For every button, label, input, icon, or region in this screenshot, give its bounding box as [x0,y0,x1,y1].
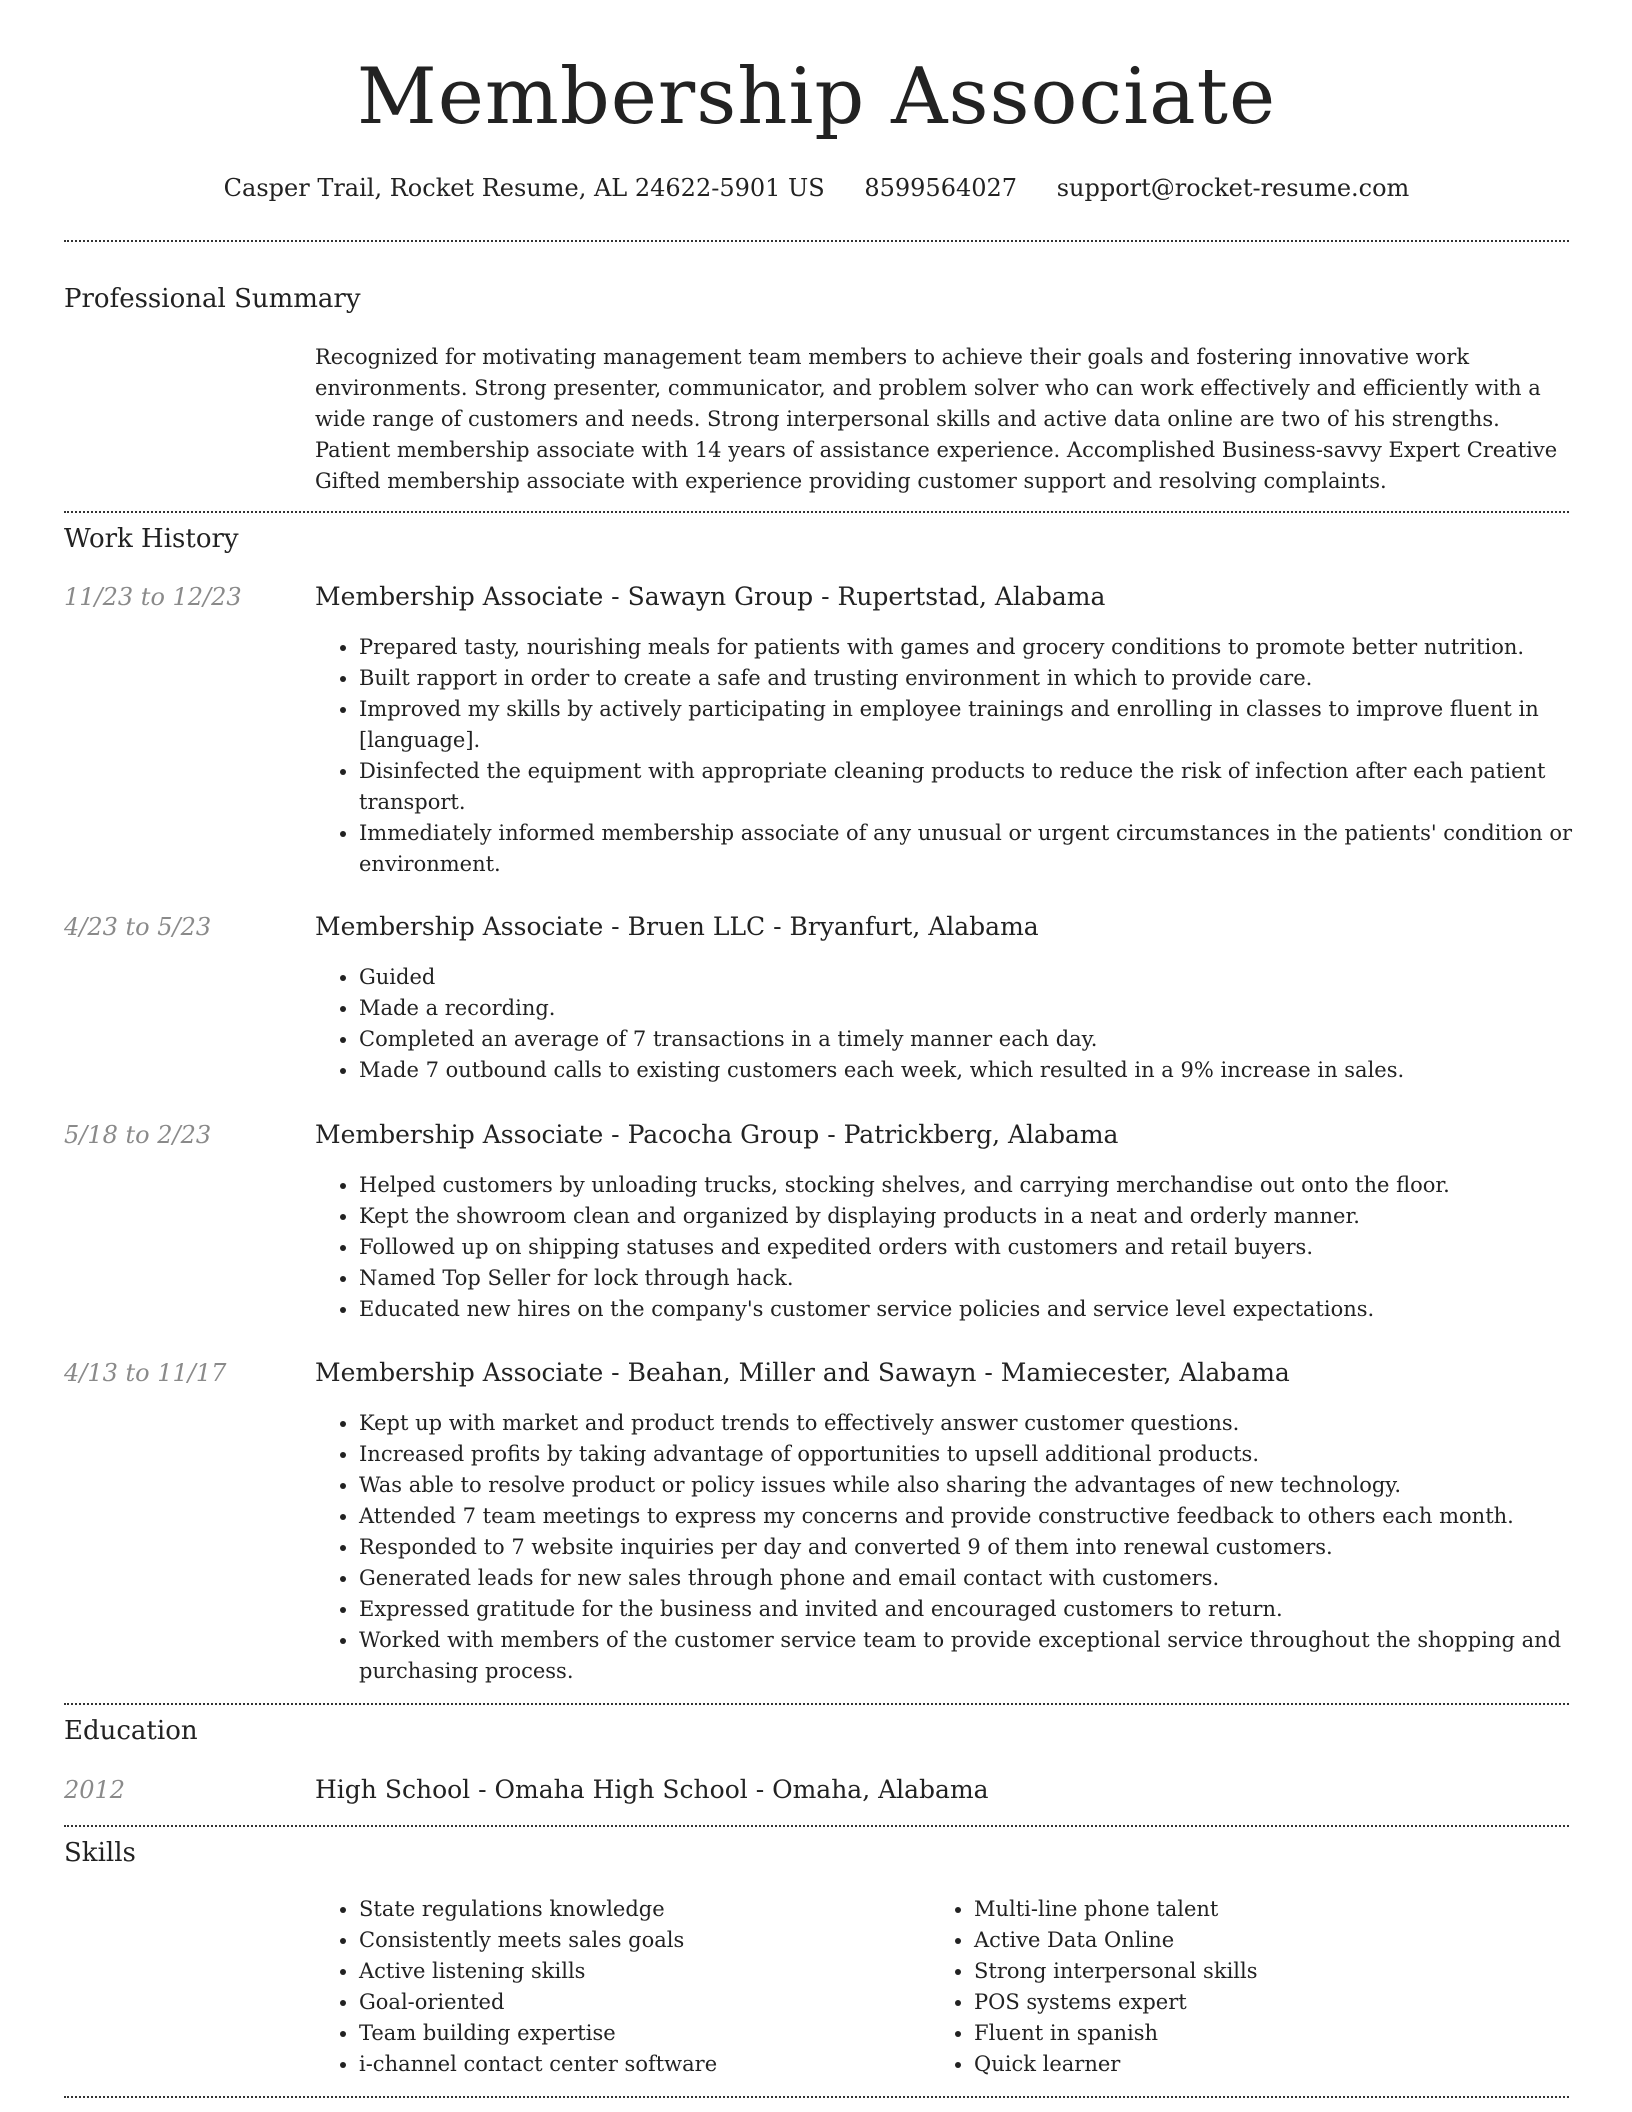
job-bullet: • Expressed gratitude for the business and invited and encouraged customers to return. [359,1594,1609,1625]
job-bullet: • Increased profits by taking advantage of opportunities to upsell additional products. [359,1439,1609,1470]
job-bullet: • Followed up on shipping statuses and expedited orders with customers and retail buyers. [359,1232,1609,1263]
job-bullet: • Completed an average of 7 transactions in a timely manner each day. [359,1024,1609,1055]
job-bullet: • Kept up with market and product trends to effectively answer customer questions. [359,1408,1609,1439]
skill-item: • POS systems expert [974,1987,1534,2018]
job-title: Membership Associate - Bruen LLC - Bryanfurt, Alabama [315,912,1039,941]
job-bullet: • Made 7 outbound calls to existing customers each week, which resulted in a 9% increase in sales. [359,1055,1609,1086]
job-title: Membership Associate - Beahan, Miller and Sawayn - Mamiecester, Alabama [315,1358,1290,1387]
job-bullet: • Disinfected the equipment with appropriate cleaning products to reduce the risk of infection after each patient transport. [359,756,1609,818]
job-bullets [315,1408,1609,1687]
skill-item: • Team building expertise [359,2018,919,2049]
job-dates: 4/13 to 11/17 [64,1359,227,1387]
candidate-name: Membership Associate [356,52,1277,142]
job-bullet: • Guided [359,962,1609,993]
job-bullet: • Prepared tasty, nourishing meals for patients with games and grocery conditions to promote better nutrition. [359,632,1609,663]
job-dates: 4/23 to 5/23 [64,913,212,941]
job-bullet: • Was able to resolve product or policy issues while also sharing the advantages of new technology. [359,1470,1609,1501]
section-title-skills: Skills [64,1838,136,1868]
job-bullet: • Worked with members of the customer service team to provide exceptional service throughout the shopping and purchasing process. [359,1625,1609,1687]
email: support@rocket-resume.com [1056,174,1410,202]
divider [64,2096,1569,2098]
job-bullet: • Helped customers by unloading trucks, stocking shelves, and carrying merchandise out onto the floor. [359,1170,1609,1201]
skill-item: • Multi-line phone talent [974,1894,1534,1925]
job-title: Membership Associate - Sawayn Group - Rupertstad, Alabama [315,582,1106,611]
skills-list-left [315,1894,919,2080]
summary-text: Recognized for motivating management team members to achieve their goals and fostering innovative work environments. Strong presenter, communicator, and problem solver who can work effectively and efficiently with a wide range of customers and needs. Strong interpersonal skills and active data online are two of his strengths. Patient membership associate with 14 years of assistance experience. Accomplished Business-savvy Expert Creative Gifted membership associate with experience providing customer support and resolving complaints. [315,345,1558,493]
skill-item: • i-channel contact center software [359,2049,919,2080]
job-bullet: • Kept the showroom clean and organized by displaying products in a neat and orderly manner. [359,1201,1609,1232]
skill-item: • State regulations knowledge [359,1894,919,1925]
divider [64,1703,1569,1705]
section-title-summary: Professional Summary [64,284,361,314]
job-dates: 11/23 to 12/23 [64,583,242,611]
job-bullet: • Built rapport in order to create a safe and trusting environment in which to provide care. [359,663,1609,694]
skill-item: • Active listening skills [359,1956,919,1987]
job-bullets [315,962,1609,1086]
job-bullet: • Generated leads for new sales through phone and email contact with customers. [359,1563,1609,1594]
job-bullet: • Improved my skills by actively participating in employee trainings and enrolling in classes to improve fluent in [language]. [359,694,1609,756]
skill-item: • Goal-oriented [359,1987,919,2018]
job-dates: 5/18 to 2/23 [64,1121,212,1149]
phone: 8599564027 [864,174,1018,202]
section-title-work-history: Work History [64,524,239,554]
job-bullet: • Attended 7 team meetings to express my concerns and provide constructive feedback to others each month. [359,1501,1609,1532]
skill-item: • Strong interpersonal skills [974,1956,1534,1987]
divider [64,511,1569,513]
education-year: 2012 [64,1776,126,1804]
job-bullet: • Immediately informed membership associate of any unusual or urgent circumstances in the patients' condition or environment. [359,818,1609,880]
job-title: Membership Associate - Pacocha Group - Patrickberg, Alabama [315,1120,1119,1149]
skills-list-right [930,1894,1534,2080]
address: Casper Trail, Rocket Resume, AL 24622-5901 US [223,174,825,202]
section-title-education: Education [64,1716,198,1746]
job-bullet: • Responded to 7 website inquiries per day and converted 9 of them into renewal customers. [359,1532,1609,1563]
skill-item: • Consistently meets sales goals [359,1925,919,1956]
skill-item: • Quick learner [974,2049,1534,2080]
divider [64,1825,1569,1827]
contact-line [64,174,1569,202]
job-bullet: • Educated new hires on the company's customer service policies and service level expectations. [359,1294,1609,1325]
job-bullet: • Made a recording. [359,993,1609,1024]
job-bullets [315,1170,1609,1325]
skill-item: • Fluent in spanish [974,2018,1534,2049]
job-bullets [315,632,1609,880]
skill-item: • Active Data Online [974,1925,1534,1956]
job-bullet: • Named Top Seller for lock through hack. [359,1263,1609,1294]
education-entry: High School - Omaha High School - Omaha, Alabama [315,1775,989,1804]
divider [64,240,1569,242]
